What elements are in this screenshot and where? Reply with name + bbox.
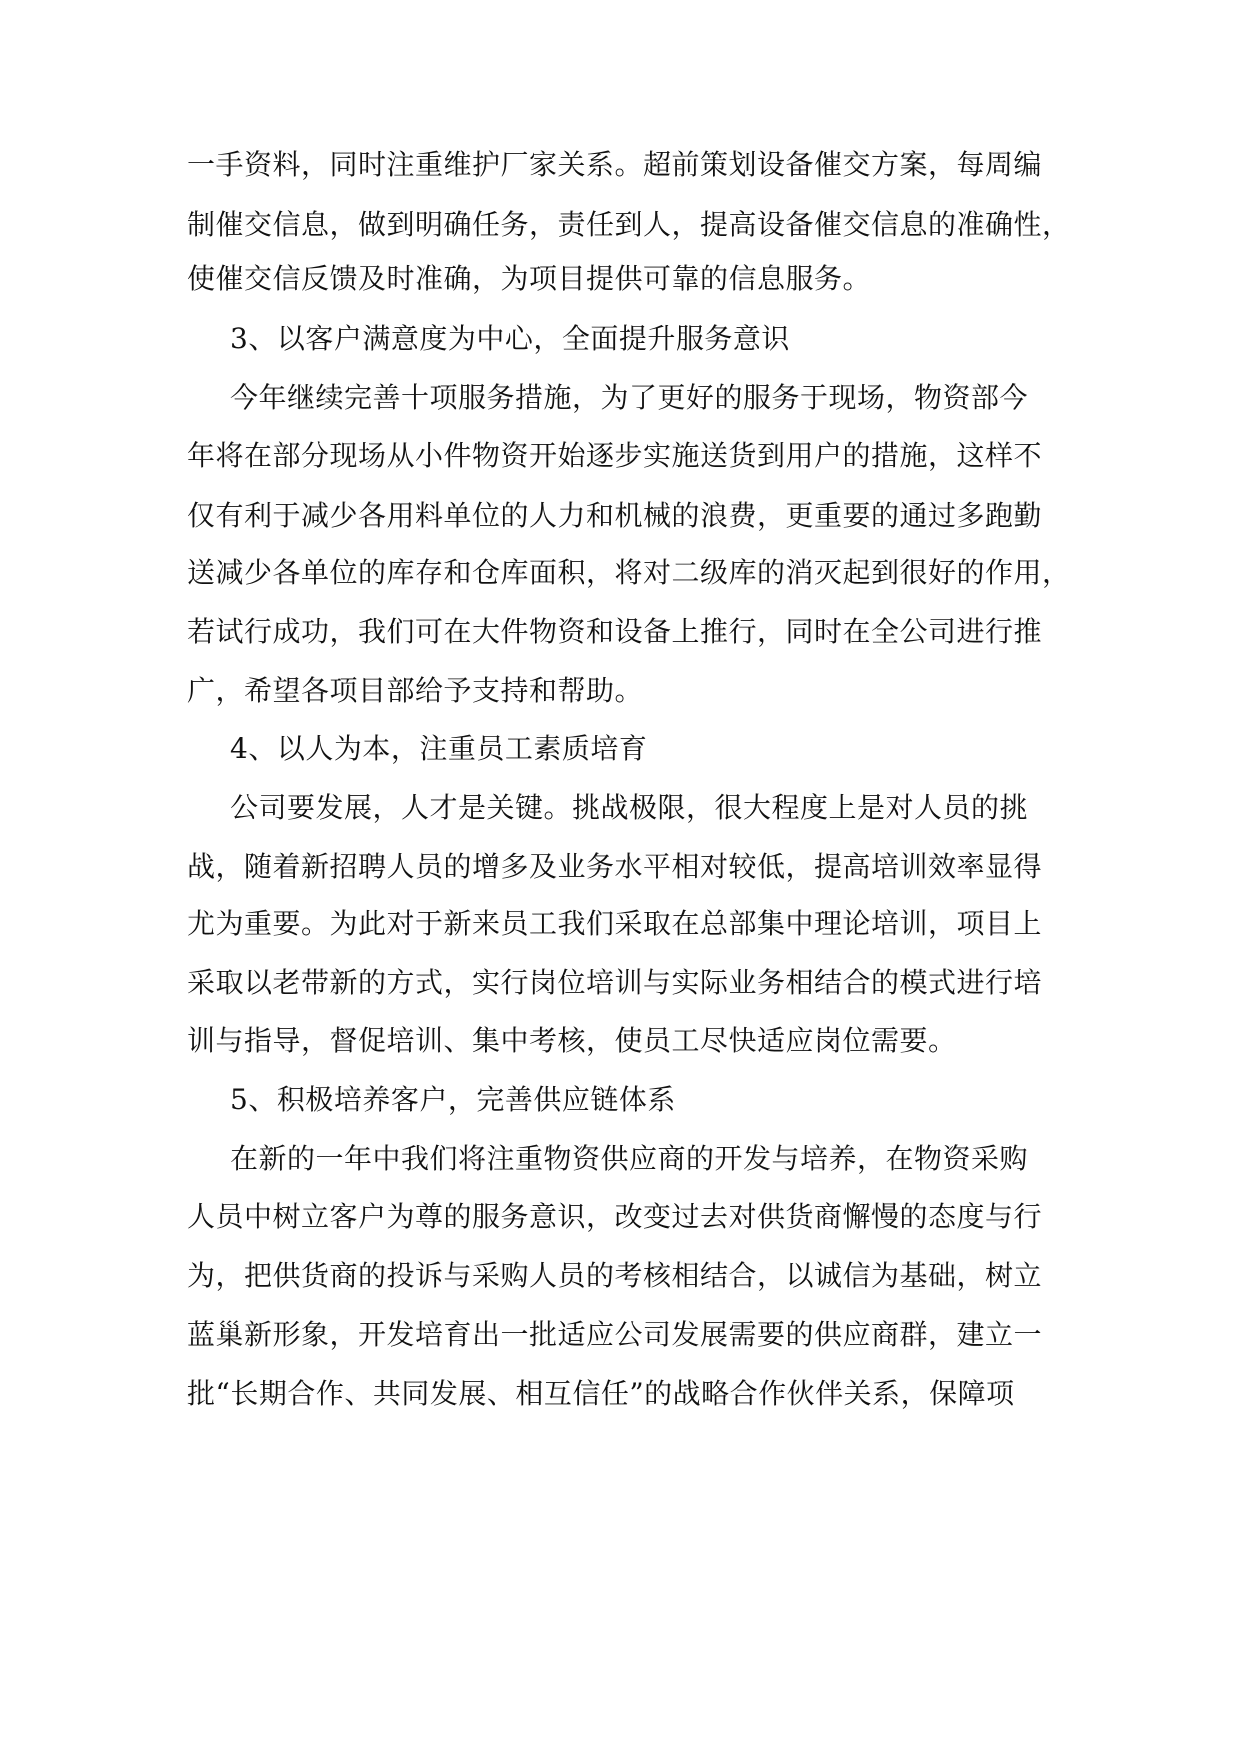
paragraph-start-line: 在新的一年中我们将注重物资供应商的开发与培养，在物资采购	[230, 1142, 1029, 1175]
body-text-line: 蓝巢新形象，开发培育出一批适应公司发展需要的供应商群，建立一	[187, 1318, 1043, 1351]
body-text-line: 采取以老带新的方式，实行岗位培训与实际业务相结合的模式进行培	[187, 966, 1043, 999]
body-text-line: 广，希望各项目部给予支持和帮助。	[187, 674, 644, 707]
body-text-line: 仅有利于减少各用料单位的人力和机械的浪费，更重要的通过多跑勤	[187, 499, 1043, 532]
body-text-line: 为，把供货商的投诉与采购人员的考核相结合，以诚信为基础，树立	[187, 1259, 1043, 1292]
body-text-line: 若试行成功，我们可在大件物资和设备上推行，同时在全公司进行推	[187, 615, 1043, 648]
section-heading-5: 5、积极培养客户，完善供应链体系	[230, 1083, 676, 1116]
body-text-line: 使催交信反馈及时准确，为项目提供可靠的信息服务。	[187, 262, 872, 295]
body-text-line: 尤为重要。为此对于新来员工我们采取在总部集中理论培训，项目上	[187, 907, 1043, 940]
paragraph-start-line: 公司要发展，人才是关键。挑战极限，很大程度上是对人员的挑	[230, 791, 1029, 824]
section-heading-4: 4、以人为本，注重员工素质培育	[230, 732, 648, 765]
paragraph-start-line: 今年继续完善十项服务措施，为了更好的服务于现场，物资部今	[230, 381, 1029, 414]
body-text-line: 送减少各单位的库存和仓库面积，将对二级库的消灭起到很好的作用，	[187, 556, 1071, 589]
body-text-line: 训与指导，督促培训、集中考核，使员工尽快适应岗位需要。	[187, 1024, 957, 1057]
body-text-line: 制催交信息，做到明确任务，责任到人，提高设备催交信息的准确性，	[187, 208, 1071, 241]
body-text-line: 年将在部分现场从小件物资开始逐步实施送货到用户的措施，这样不	[187, 439, 1043, 472]
body-text-line: 批“长期合作、共同发展、相互信任”的战略合作伙伴关系，保障项	[187, 1377, 1015, 1410]
body-text-line: 人员中树立客户为尊的服务意识，改变过去对供货商懈慢的态度与行	[187, 1200, 1043, 1233]
body-text-line: 一手资料，同时注重维护厂家关系。超前策划设备催交方案，每周编	[187, 148, 1043, 181]
section-heading-3: 3、以客户满意度为中心，全面提升服务意识	[230, 322, 790, 355]
body-text-line: 战，随着新招聘人员的增多及业务水平相对较低，提高培训效率显得	[187, 850, 1043, 883]
